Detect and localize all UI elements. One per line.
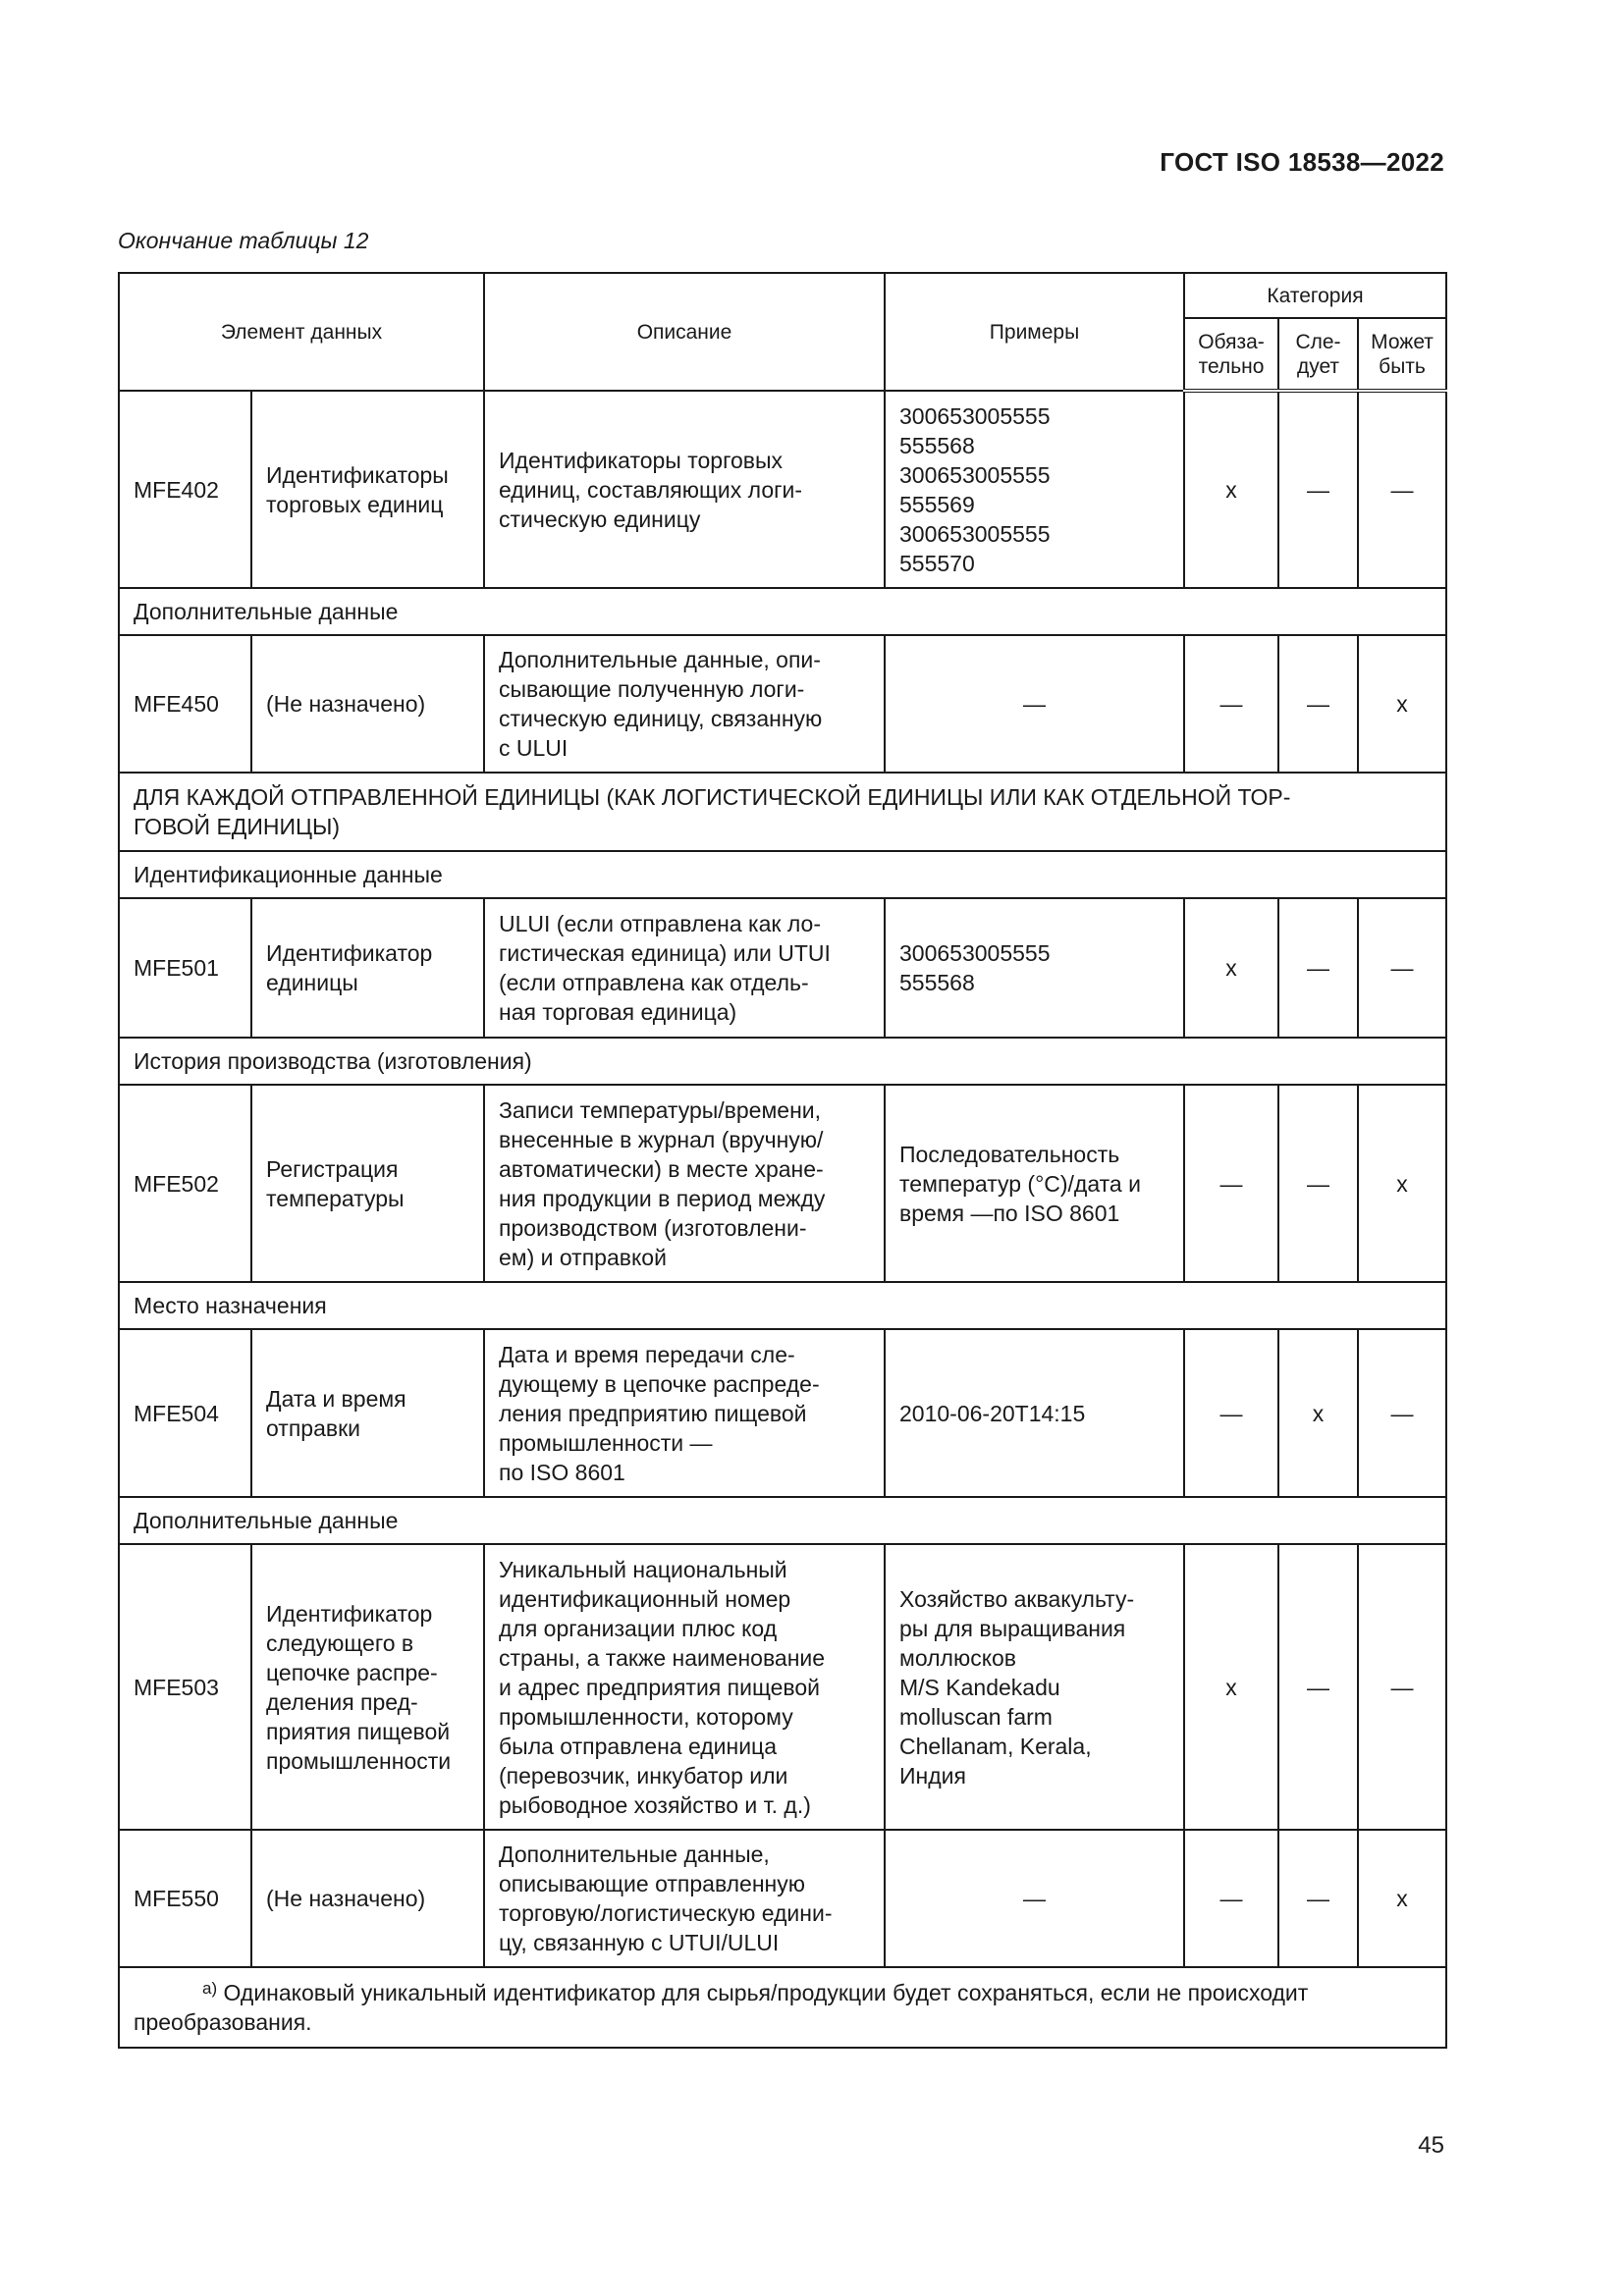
footnote-text: Одинаковый уникальный идентификатор для сырья/продукции будет сохраняться, если не происходит преобразования. (134, 1980, 1309, 2035)
table-caption: Окончание таблицы 12 (118, 228, 369, 253)
element-code: MFE402 (119, 391, 251, 588)
element-example: 300653005555 555568 (885, 898, 1184, 1038)
category-may-value: — (1358, 1544, 1446, 1830)
category-should-value: — (1278, 635, 1358, 773)
header-category-should: Сле- дует (1278, 318, 1358, 391)
document-standard-header: ГОСТ ISO 18538—2022 (1160, 147, 1444, 177)
header-examples: Примеры (885, 273, 1184, 391)
data-elements-table (118, 272, 1447, 2049)
category-should-value: x (1278, 1329, 1358, 1497)
section-row (119, 1282, 1446, 1329)
element-name: Идентификатор следующего в цепочке распре- деления пред- приятия пищевой промышленности (251, 1544, 484, 1830)
category-mandatory-value: x (1184, 898, 1278, 1038)
element-name: (Не назначено) (251, 1830, 484, 1967)
element-example: 300653005555 555568 300653005555 555569 300653005555 555570 (885, 391, 1184, 588)
table-row (119, 391, 1446, 588)
element-code: MFE550 (119, 1830, 251, 1967)
category-may-value: x (1358, 1830, 1446, 1967)
element-name: (Не назначено) (251, 635, 484, 773)
header-description: Описание (484, 273, 885, 391)
table-row (119, 1544, 1446, 1830)
section-row (119, 773, 1446, 851)
element-description: Дополнительные данные, опи- сывающие полученную логи- стическую единицу, связанную с ULUI (484, 635, 885, 773)
footnote-marker: а) (202, 1979, 218, 1998)
section-title: Идентификационные данные (119, 851, 1446, 898)
category-may-value: x (1358, 1085, 1446, 1282)
category-mandatory-value: x (1184, 1544, 1278, 1830)
category-should-value: — (1278, 1830, 1358, 1967)
section-title: Дополнительные данные (119, 1497, 1446, 1544)
category-should-value: — (1278, 1085, 1358, 1282)
element-code: MFE504 (119, 1329, 251, 1497)
element-description: Идентификаторы торговых единиц, составляющих логи- стическую единицу (484, 391, 885, 588)
element-example: Последовательность температур (°C)/дата и время —по ISO 8601 (885, 1085, 1184, 1282)
header-data-element: Элемент данных (119, 273, 484, 391)
element-description: ULUI (если отправлена как ло- гистическая единица) или UTUI (если отправлена как отдель- ная торговая единица) (484, 898, 885, 1038)
category-may-value: x (1358, 635, 1446, 773)
element-example: — (885, 1830, 1184, 1967)
section-title: ДЛЯ КАЖДОЙ ОТПРАВЛЕННОЙ ЕДИНИЦЫ (КАК ЛОГИСТИЧЕСКОЙ ЕДИНИЦЫ ИЛИ КАК ОТДЕЛЬНОЙ ТОР- ГОВОЙ ЕДИНИЦЫ) (119, 773, 1446, 851)
category-mandatory-value: x (1184, 391, 1278, 588)
header-category-may: Может быть (1358, 318, 1446, 391)
section-row (119, 851, 1446, 898)
element-description: Уникальный национальный идентификационный номер для организации плюс код страны, а также наименование и адрес предприятия пищевой промышленности, которому была отправлена единица (перевозчик, инкубатор или рыбоводное хозяйство и т. д.) (484, 1544, 885, 1830)
category-may-value: — (1358, 391, 1446, 588)
table-row (119, 1329, 1446, 1497)
element-example: — (885, 635, 1184, 773)
element-code: MFE502 (119, 1085, 251, 1282)
section-title: История производства (изготовления) (119, 1038, 1446, 1085)
element-code: MFE503 (119, 1544, 251, 1830)
element-name: Дата и время отправки (251, 1329, 484, 1497)
element-example: Хозяйство аквакульту- ры для выращивания моллюсков M/S Kandekadu molluscan farm Chellanam, Kerala, Индия (885, 1544, 1184, 1830)
section-title: Дополнительные данные (119, 588, 1446, 635)
section-row (119, 1497, 1446, 1544)
table-footnote (119, 1967, 1446, 2048)
element-code: MFE450 (119, 635, 251, 773)
header-category-mandatory: Обяза- тельно (1184, 318, 1278, 391)
section-row (119, 588, 1446, 635)
category-mandatory-value: — (1184, 1830, 1278, 1967)
category-may-value: — (1358, 898, 1446, 1038)
category-should-value: — (1278, 898, 1358, 1038)
category-should-value: — (1278, 1544, 1358, 1830)
category-may-value: — (1358, 1329, 1446, 1497)
element-description: Дополнительные данные, описывающие отправленную торговую/логистическую едини- цу, связанную с UTUI/ULUI (484, 1830, 885, 1967)
table-row (119, 1085, 1446, 1282)
element-name: Идентификатор единицы (251, 898, 484, 1038)
category-mandatory-value: — (1184, 1085, 1278, 1282)
category-should-value: — (1278, 391, 1358, 588)
element-description: Записи температуры/времени, внесенные в журнал (вручную/ автоматически) в месте хране- ния продукции в период между производством (изготовлени- ем) и отправкой (484, 1085, 885, 1282)
table-row (119, 898, 1446, 1038)
element-name: Идентификаторы торговых единиц (251, 391, 484, 588)
element-code: MFE501 (119, 898, 251, 1038)
table-row (119, 1830, 1446, 1967)
page-number: 45 (1418, 2132, 1444, 2159)
category-mandatory-value: — (1184, 1329, 1278, 1497)
element-description: Дата и время передачи сле- дующему в цепочке распреде- ления предприятию пищевой промышленности — по ISO 8601 (484, 1329, 885, 1497)
element-name: Регистрация температуры (251, 1085, 484, 1282)
header-category: Категория (1184, 273, 1446, 318)
footnote-row (119, 1967, 1446, 2048)
table-row (119, 635, 1446, 773)
element-example: 2010-06-20T14:15 (885, 1329, 1184, 1497)
section-row (119, 1038, 1446, 1085)
section-title: Место назначения (119, 1282, 1446, 1329)
category-mandatory-value: — (1184, 635, 1278, 773)
